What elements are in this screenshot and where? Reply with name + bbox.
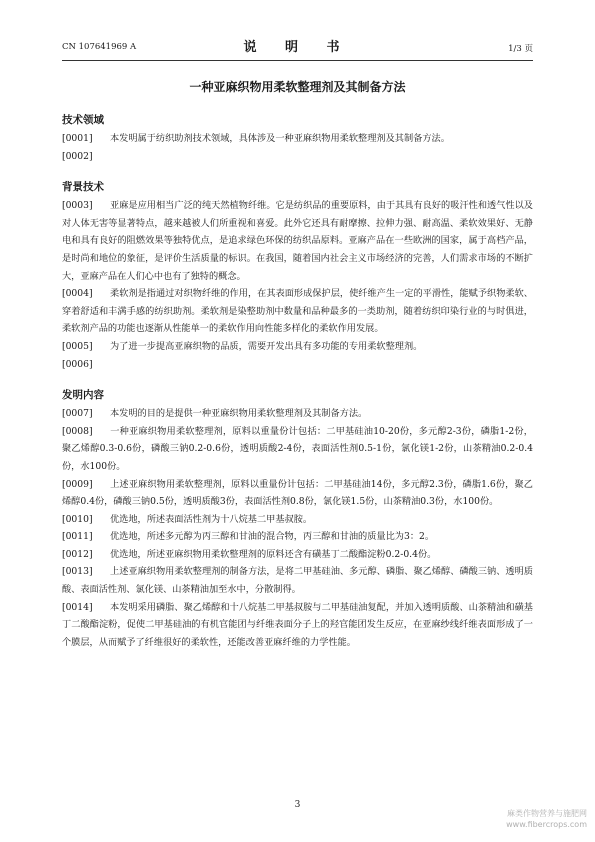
- patent-number: CN 107641969 A: [62, 42, 137, 52]
- paragraph: [62, 423, 533, 476]
- document-title: 一种亚麻织物用柔软整理剂及其制备方法: [189, 80, 406, 94]
- paragraph-text: 本发明的目的是提供一种亚麻织物用柔软整理剂及其制备方法。: [110, 408, 368, 420]
- paragraph: [62, 338, 533, 356]
- paragraph-number: [0014]: [62, 601, 93, 613]
- paragraph-text: 本发明属于纺织助剂技术领域，具体涉及一种亚麻织物用柔软整理剂及其制备方法。: [110, 133, 450, 144]
- paragraph: [62, 511, 533, 529]
- watermark-site-name: 麻类作物营养与施肥网: [507, 809, 587, 818]
- page-header: [62, 36, 533, 58]
- paragraph-number: [0009]: [62, 478, 93, 490]
- paragraph: [62, 405, 533, 423]
- paragraph-number: [0012]: [62, 548, 93, 560]
- paragraph: [62, 546, 533, 564]
- paragraph: [62, 148, 533, 166]
- paragraph-number: [0002]: [62, 150, 93, 162]
- page-number: 3: [294, 800, 301, 810]
- document-body: [62, 104, 533, 651]
- paragraph: [62, 130, 533, 148]
- section-heading-invention-content: 发明内容: [62, 389, 104, 402]
- paragraph-text: 优选地，所述表面活性剂为十八烷基二甲基叔胺。: [110, 513, 313, 525]
- section-heading-technical-field: 技术领域: [62, 114, 104, 126]
- paragraph-number: [0013]: [62, 566, 93, 578]
- paragraph-text: 优选地，所述亚麻织物用柔软整理剂的原料还含有磺基丁二酸酯淀粉0.2-0.4份。: [110, 548, 437, 560]
- paragraph-number: [0007]: [62, 408, 93, 420]
- paragraph: [62, 476, 533, 511]
- watermark-url: www.fibercrops.com: [506, 820, 587, 829]
- paragraph-text: 柔软剂是指通过对织物纤维的作用，在其表面形成保护层，使纤维产生一定的平滑性，能赋予织物柔软、穿着舒适和丰满手感的纺织助剂。柔软剂是染整助剂中数量和品种最多的一类助剂，随着纺织印染行业的与时俱进，柔软剂产品的功能也逐渐从性能单一的柔软作用向性能多样化的柔软作用发展。: [62, 288, 533, 335]
- paragraph: [62, 599, 533, 652]
- paragraph-number: [0006]: [62, 358, 93, 370]
- section-heading-background: 背景技术: [62, 181, 104, 194]
- paragraph-text: 上述亚麻织物用柔软整理剂，原料以重量份计包括：二甲基硅油14份，多元醇2.3份，磷脂1.6份，聚乙烯醇0.4份，磷酸三钠0.5份，透明质酸3份，表面活性剂0.8份，氯化镁1.5份，山茶精油0.3份，水100份。: [62, 478, 533, 508]
- paragraph-number: [0010]: [62, 513, 93, 525]
- paragraph-text: 为了进一步提高亚麻织物的品质，需要开发出具有多功能的专用柔软整理剂。: [110, 340, 423, 352]
- paragraph-text: 上述亚麻织物用柔软整理剂的制备方法，是将二甲基硅油、多元醇、磷脂、聚乙烯醇、磷酸三钠、透明质酸、表面活性剂、氯化镁、山茶精油加至水中，分散制得。: [62, 566, 533, 596]
- paragraph: [62, 285, 533, 338]
- paragraph: [62, 197, 533, 285]
- page-info: 1/3 页: [508, 44, 533, 54]
- paragraph: [62, 563, 533, 598]
- paragraph-number: [0011]: [62, 531, 93, 543]
- paragraph-number: [0003]: [62, 200, 93, 212]
- paragraph-text: 亚麻是应用相当广泛的纯天然植物纤维。它是纺织品的重要原料，由于其具有良好的吸汗性和透气性以及对人体无害等显著特点，越来越被人们所重视和喜爱。此外它还具有耐摩擦、拉伸力强、耐高温、柔软效果好、无静电和具有良好的阻燃效果等独特优点，是追求绿色环保的纺织品原料。亚麻产品在一些欧洲的国家，属于高档产品，是时尚和地位的象征，是评价生活质量的标识。在我国，随着国内社会主义市场经济的完善，人们需求市场的不断扩大，亚麻产品在人们心中也有了独特的概念。: [62, 200, 533, 282]
- paragraph-text: 一种亚麻织物用柔软整理剂，原料以重量份计包括：二甲基硅油10-20份，多元醇2-3份，磷脂1-2份，聚乙烯醇0.3-0.6份，磷酸三钠0.2-0.6份，透明质酸2-4份，表面活性剂0.5-1份，氯化镁1-2份，山茶精油0.2-0.4份，水100份。: [62, 425, 533, 472]
- paragraph-number: [0001]: [62, 133, 93, 144]
- paragraph: [62, 528, 533, 546]
- paragraph-number: [0005]: [62, 340, 93, 352]
- header-divider: [62, 60, 533, 61]
- paragraph-number: [0008]: [62, 425, 93, 437]
- paragraph-text: 本发明采用磷脂、聚乙烯醇和十八烷基二甲基叔胺与二甲基硅油复配，并加入透明质酸、山茶精油和磺基丁二酸酯淀粉，促使二甲基硅油的有机官能团与纤维表面分子上的羟官能团发生反应，在亚麻纱线纤维表面形成了一个膜层，从而赋予了纤维很好的柔软性，还能改善亚麻纤维的力学性能。: [62, 601, 533, 648]
- paragraph-text: 优选地，所述多元醇为丙三醇和甘油的混合物，丙三醇和甘油的质量比为3：2。: [110, 531, 435, 543]
- paragraph: [62, 356, 533, 374]
- paragraph-number: [0004]: [62, 288, 93, 300]
- document-type: 说 明 书: [243, 40, 352, 55]
- watermark: [506, 808, 587, 830]
